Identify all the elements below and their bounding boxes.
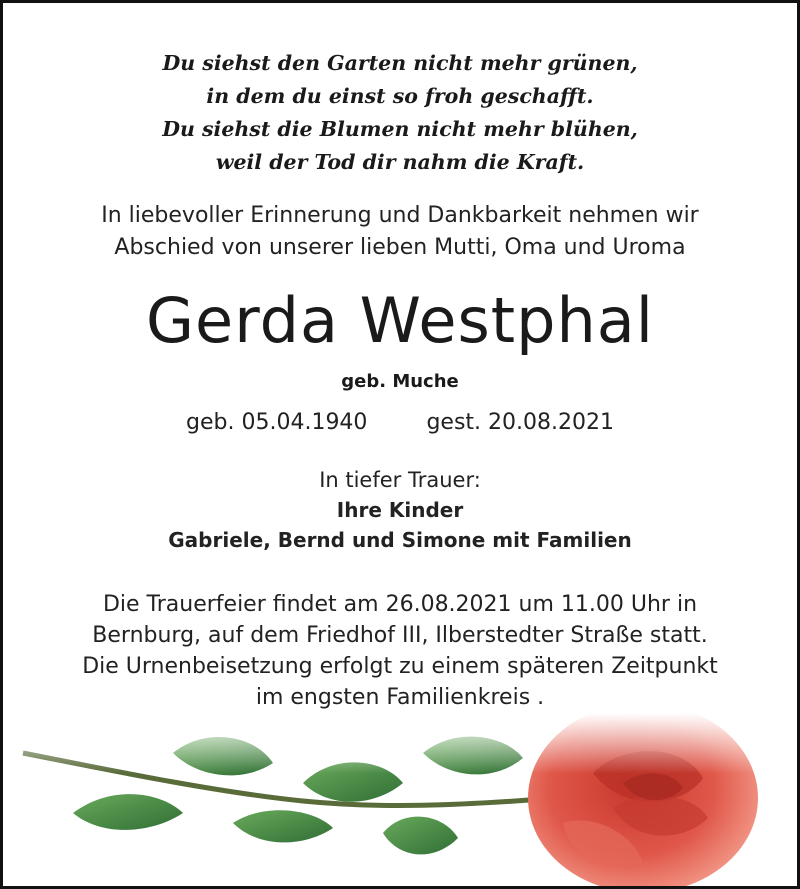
poem [3, 47, 797, 179]
mourners-families: Gabriele, Bernd und Simone mit Familien [168, 528, 632, 552]
service-line: Die Trauerfeier findet am 26.08.2021 um 11.00 Uhr in [102, 592, 698, 617]
birth-date: geb. 05.04.1940 [186, 410, 368, 435]
mourners-line: Ihre Kinder [336, 498, 464, 522]
poem-line: weil der Tod dir nahm die Kraft. [215, 150, 585, 174]
service-line: Die Urnenbeisetzung erfolgt zu einem späteren Zeitpunkt [82, 654, 718, 679]
intro-line: In liebevoller Erinnerung und Dankbarkeit nehmen wir [101, 203, 699, 228]
intro-line: Abschied von unserer lieben Mutti, Oma und Uroma [114, 235, 686, 260]
maiden-name: geb. Muche [341, 371, 459, 392]
service-line: im engsten Familienkreis . [255, 685, 545, 710]
rose-image [3, 713, 797, 886]
poem-line: Du siehst den Garten nicht mehr grünen, [162, 51, 638, 75]
poem-line: Du siehst die Blumen nicht mehr blühen, [162, 117, 638, 141]
deceased-name: Gerda Westphal [146, 284, 654, 357]
mourning-block [3, 465, 797, 555]
mourning-heading: In tiefer Trauer: [319, 468, 481, 492]
rose-icon [3, 713, 797, 886]
service-line: Bernburg, auf dem Friedhof III, Ilberstedter Straße statt. [92, 623, 708, 648]
death-date: gest. 20.08.2021 [426, 410, 614, 435]
poem-line: in dem du einst so froh geschafft. [206, 84, 594, 108]
life-dates [3, 407, 797, 439]
intro-text [3, 200, 797, 264]
service-info [3, 589, 797, 713]
